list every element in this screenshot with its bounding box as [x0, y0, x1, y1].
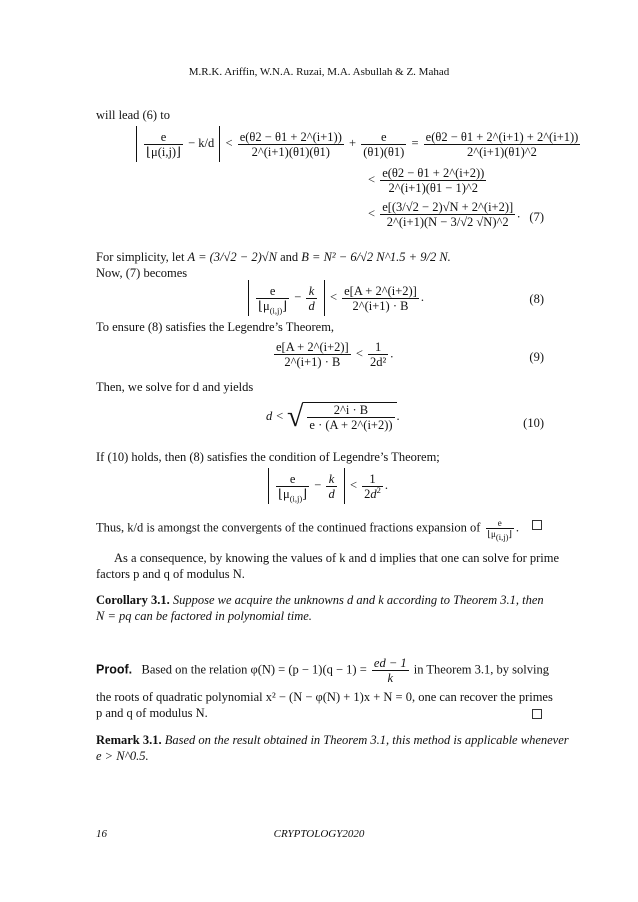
eq10-num: 2^i · B	[307, 403, 394, 418]
equation-number-8: (8)	[529, 292, 544, 306]
consequence-line-2: factors p and q of modulus N.	[96, 567, 245, 581]
remark-label: Remark 3.1.	[96, 733, 162, 747]
eq7-rhs1-den: 2^(i+1)(θ1)(θ1)	[251, 144, 330, 159]
consequence-line-1: As a consequence, by knowing the values of k and d implies that one can solve for prime	[114, 551, 560, 565]
A-definition: A = (3/√2 − 2)√N	[187, 250, 277, 264]
eq9-rhs-num: 1	[368, 340, 388, 355]
equation-9: $\frac{e[A + 2\^{}(i+2)]}{2\^{}(i+1) \cdot B}$ < $\frac{1}{\text{2d²}}$ .	[276, 340, 394, 369]
page-number: 16	[96, 828, 107, 840]
holds-text: If (10) holds, then (8) satisfies the condition of Legendre’s Theorem;	[96, 450, 440, 464]
sqrt-sign: √	[286, 400, 304, 433]
corollary-label: Corollary 3.1.	[96, 593, 170, 607]
eq7-rhs3-den: 2^(i+1)(θ1)^2	[467, 144, 537, 159]
equation-number-9: (9)	[529, 350, 544, 364]
solve-text: Then, we solve for d and yields	[96, 380, 254, 394]
corollary-line-2: N = pq can be factored in polynomial time.	[96, 609, 312, 623]
running-header: M.R.K. Ariffin, W.N.A. Ruzai, M.A. Asbullah & Z. Mahad	[188, 66, 450, 78]
qed-square	[532, 709, 542, 719]
legendre-condition: $\frac{e}{⌊\mu_{(i,j)}⌋}$ − $\frac{k}{d}$ < $\frac{1}{2d^2}$ .	[266, 468, 388, 504]
eq7-line3-den: 2^(i+1)(N − 3/√2 √N)^2	[386, 215, 509, 229]
B-definition: B = N² − 6/√2 N^1.5 + 9/2 N.	[301, 250, 451, 264]
equation-7-line-1: $\frac{e}{⌊\mu(i,j)⌋}$ − k/d < $\frac{e(\theta 2 - \theta 1 + 2\^{}(i+1))}{2\^{}(i+1)(\theta 1)(\theta 1)}$ + $\frac{e}{(\theta 1)(\theta 1)}$ = $\frac{e(\theta 2 - \theta 1 + 2\^{}(i+1) + 2\^{}(i+1))}{2\^{}(i+1)(\theta 1)\^{}2}$	[134, 126, 582, 162]
eq7-minus-k-over-d: − k/d	[188, 135, 215, 150]
eq9-lhs-den: 2^(i+1) · B	[284, 355, 341, 369]
eq7-line2-num: e(θ2 − θ1 + 2^(i+2))	[382, 166, 485, 180]
proof-line-1: Proof. Based on the relation φ(N) = (p − 1)(q − 1) = $\frac{ed - 1}{k}$ in Theorem 3.1, by solving	[96, 656, 549, 685]
proof-line-2: the roots of quadratic polynomial x² − (N − φ(N) + 1)x + N = 0, one can recover the primes	[96, 690, 553, 704]
equation-number-10: (10)	[523, 416, 544, 430]
eq7-rhs3-num: e(θ2 − θ1 + 2^(i+1) + 2^(i+1))	[425, 129, 579, 144]
eq7-frac-num: e	[144, 130, 183, 145]
remark-line-2: e > N^0.5.	[96, 749, 149, 763]
eq7-frac-den: ⌊μ(i,j)⌋	[146, 144, 181, 159]
now-text: Now, (7) becomes	[96, 266, 188, 280]
proof-line-3: p and q of modulus N.	[96, 706, 208, 720]
eq9-lhs-num: e[A + 2^(i+2)]	[276, 340, 349, 354]
equation-8: $\frac{e}{⌊\mu_{(i,j)}⌋}$ − $\frac{k}{d}$ < $\frac{e[A + 2\^{}(i+2)]}{2\^{}(i+1) \cdot B}$ .	[246, 280, 424, 316]
corollary-line-1: Corollary 3.1. Suppose we acquire the unknowns d and k according to Theorem 3.1, then	[96, 593, 544, 607]
eq8-rhs-num: e[A + 2^(i+2)]	[344, 283, 417, 298]
proof-label: Proof.	[96, 662, 133, 677]
simplicity-sentence: For simplicity, let A = (3/√2 − 2)√N and B = N² − 6/√2 N^1.5 + 9/2 N.	[96, 250, 451, 264]
ensure-text: To ensure (8) satisfies the Legendre’s Theorem,	[96, 320, 335, 334]
eq10-den: e · (A + 2^(i+2))	[309, 418, 393, 432]
eq7-line3-num: e[(3/√2 − 2)√N + 2^(i+2)]	[382, 200, 514, 214]
eq7-rhs2-den: (θ1)(θ1)	[363, 144, 405, 159]
equation-10: d < √ $\frac{2\^{}i \cdot B}{e \cdot (A + 2\^{}(i+2))}$ .	[266, 400, 400, 433]
remark-line-1: Remark 3.1. Based on the result obtained in Theorem 3.1, this method is applicable whenever	[96, 733, 569, 747]
qed-square	[532, 520, 542, 530]
eq7-line2-den: 2^(i+1)(θ1 − 1)^2	[388, 181, 478, 195]
equation-number-7: (7)	[529, 210, 544, 224]
eq7-rhs2-num: e	[361, 130, 406, 145]
equation-7-line-3: < $\frac{e[(3/√2 - 2)√N + 2\^{}(i+2)]}{2\^{}(i+1)(N - 3/√2 √N)\^{}2}$ .	[368, 200, 521, 229]
intro-text: will lead (6) to	[96, 108, 170, 122]
eq9-rhs-den: 2d²	[370, 355, 387, 369]
thus-text: Thus, k/d is amongst the convergents of the continued fractions expansion of $\frac{e}{⌊\mu_{(i,j)}⌋}$ .	[96, 518, 520, 542]
eq8-rhs-den: 2^(i+1) · B	[352, 298, 409, 313]
equation-7-line-2: < $\frac{e(\theta 2 - \theta 1 + 2\^{}(i+2))}{2\^{}(i+1)(\theta 1 - 1)\^{}2}$	[368, 166, 485, 195]
footer-venue: CRYPTOLOGY2020	[273, 828, 365, 840]
eq7-rhs1-num: e(θ2 − θ1 + 2^(i+1))	[239, 129, 342, 144]
